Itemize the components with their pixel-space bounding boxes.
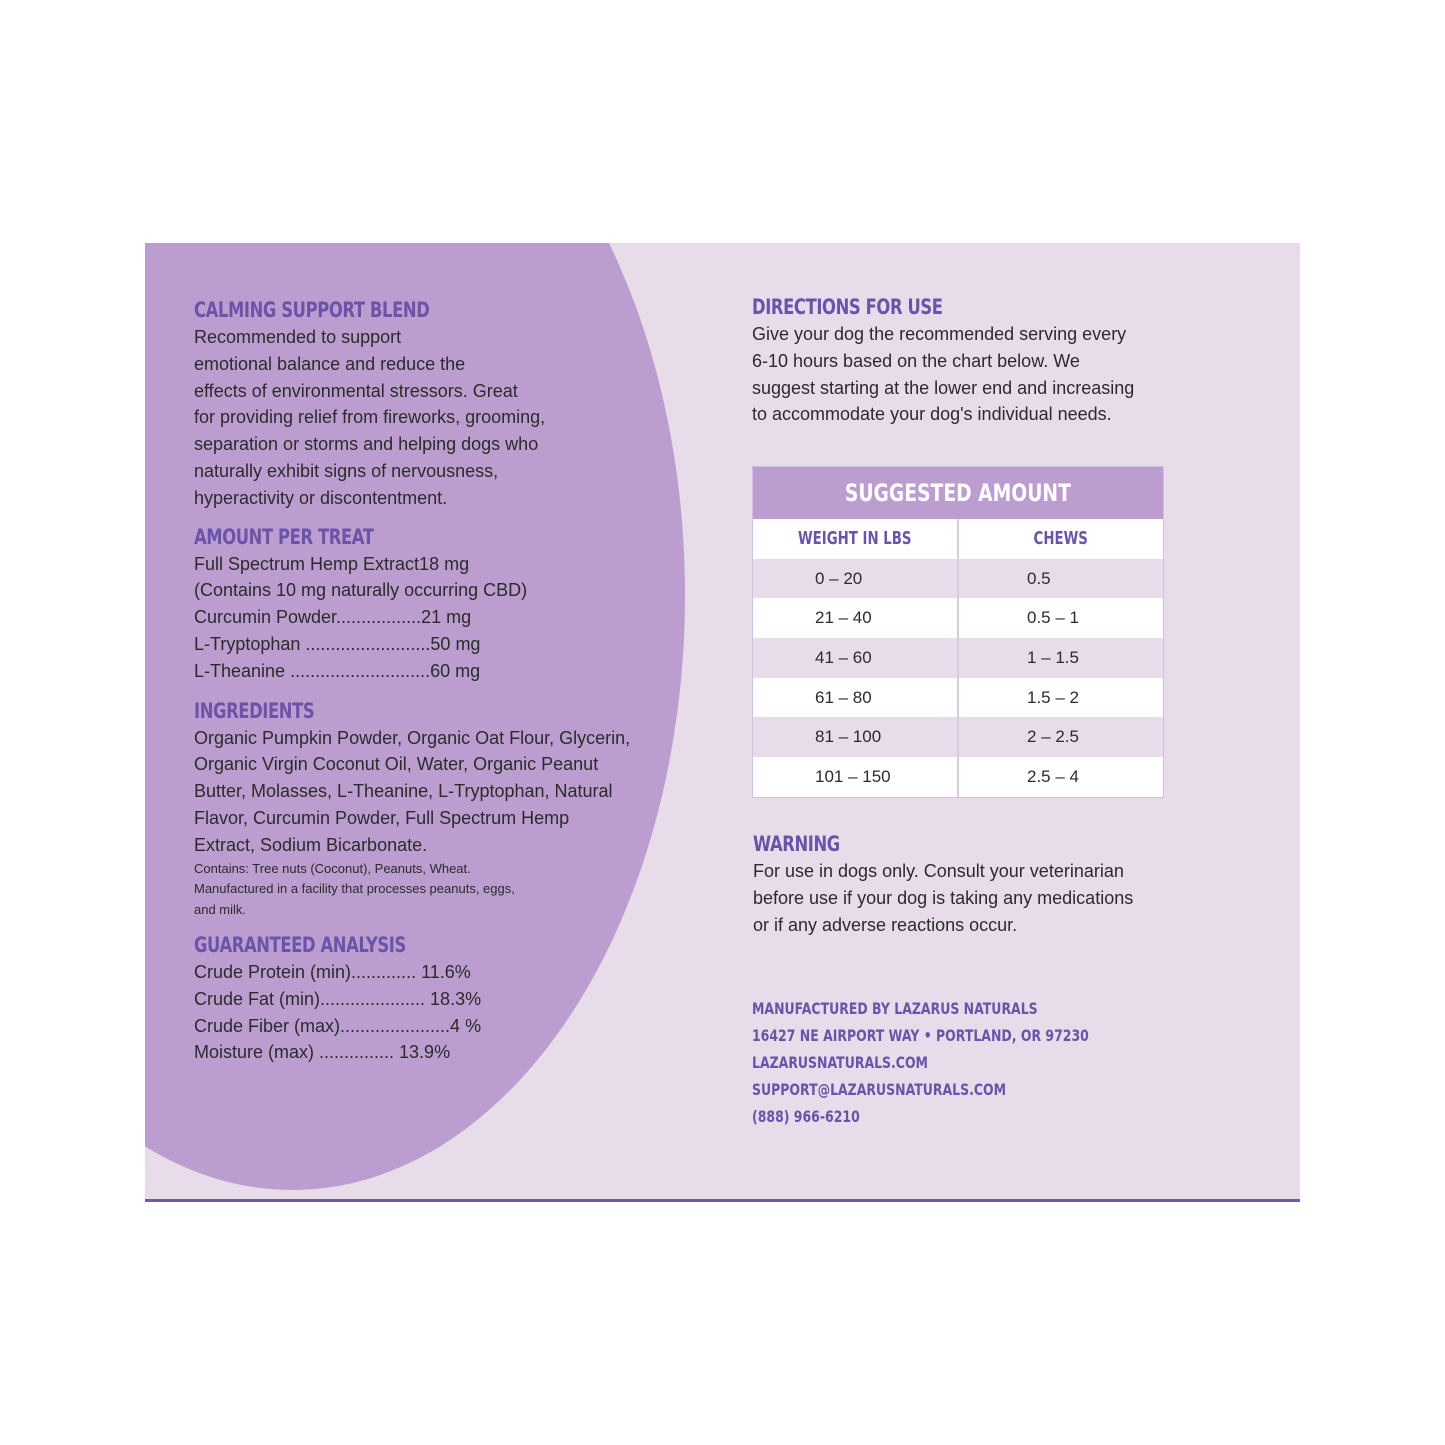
ingredient-line: Organic Pumpkin Powder, Organic Oat Flour, Glycerin, xyxy=(194,727,631,748)
text-line: Recommended to support xyxy=(194,327,402,347)
table-row xyxy=(753,638,1163,678)
allergen-line: Contains: Tree nuts (Coconut), Peanuts, Wheat. xyxy=(194,860,471,876)
analysis-heading: GUARANTEED ANALYSIS xyxy=(194,933,406,958)
allergen-line: Manufactured in a facility that processes peanuts, eggs, xyxy=(194,881,515,897)
text-line: Give your dog the recommended serving every xyxy=(752,324,1127,344)
warning-section xyxy=(753,830,1173,938)
warning-line: before use if your dog is taking any medications xyxy=(753,887,1134,908)
amount-line: L-Tryptophan .........................50 mg xyxy=(194,633,481,654)
table-row xyxy=(753,678,1163,718)
right-column xyxy=(752,293,1172,428)
manufacturer-phone: (888) 966-6210 xyxy=(752,1107,860,1126)
manufacturer-info xyxy=(752,995,1184,1130)
table-header-row xyxy=(753,519,1163,559)
table-row xyxy=(753,757,1163,797)
col-weight-header: WEIGHT IN LBS xyxy=(798,528,912,550)
text-line: naturally exhibit signs of nervousness, xyxy=(194,460,499,481)
directions-text xyxy=(752,321,1172,428)
manufacturer-name: MANUFACTURED BY LAZARUS NATURALS xyxy=(752,999,1038,1018)
analysis-line: Moisture (max) ............... 13.9% xyxy=(194,1042,451,1063)
weight-cell: 41 – 60 xyxy=(753,638,959,678)
table-row xyxy=(753,559,1163,599)
bottom-rule xyxy=(145,1199,1300,1202)
text-line: suggest starting at the lower end and increasing xyxy=(752,377,1135,398)
table-title-text: SUGGESTED AMOUNT xyxy=(845,479,1071,507)
header-cell xyxy=(753,519,959,559)
analysis-line: Crude Fat (min)..................... 18.3% xyxy=(194,988,482,1009)
weight-cell: 61 – 80 xyxy=(753,678,959,718)
weight-cell: 101 – 150 xyxy=(753,757,959,797)
table-row xyxy=(753,598,1163,638)
amount-line: (Contains 10 mg naturally occurring CBD) xyxy=(194,580,528,601)
ingredient-line: Flavor, Curcumin Powder, Full Spectrum Hemp xyxy=(194,807,570,828)
manufacturer-website: LAZARUSNATURALS.COM xyxy=(752,1053,928,1072)
warning-line: or if any adverse reactions occur. xyxy=(753,914,1018,935)
directions-heading: DIRECTIONS FOR USE xyxy=(752,295,943,319)
suggested-amount-table xyxy=(752,466,1164,798)
amount-line: Curcumin Powder.................21 mg xyxy=(194,607,472,628)
text-line: to accommodate your dog's individual needs. xyxy=(752,404,1112,425)
weight-cell: 0 – 20 xyxy=(753,559,959,599)
ingredient-line: Organic Virgin Coconut Oil, Water, Organic Peanut xyxy=(194,754,599,775)
col-chews-header: CHEWS xyxy=(1033,528,1089,550)
text-line: 6-10 hours based on the chart below. We xyxy=(752,350,1080,371)
chews-cell: 0.5 xyxy=(1027,568,1051,588)
analysis-line: Crude Protein (min)............. 11.6% xyxy=(194,962,471,983)
text-line: emotional balance and reduce the xyxy=(194,353,466,374)
weight-cell: 21 – 40 xyxy=(753,598,959,638)
ingredient-line: Butter, Molasses, L-Theanine, L-Tryptophan, Natural xyxy=(194,781,613,802)
text-line: effects of environmental stressors. Great xyxy=(194,380,518,401)
text-line: for providing relief from fireworks, grooming, xyxy=(194,407,546,428)
left-column xyxy=(194,296,664,1066)
calming-text xyxy=(194,324,664,512)
header-cell xyxy=(959,519,1163,559)
chews-cell: 2 – 2.5 xyxy=(1027,727,1079,747)
manufacturer-email: SUPPORT@LAZARUSNATURALS.COM xyxy=(752,1080,1007,1099)
amount-list xyxy=(194,551,664,685)
ingredient-line: Extract, Sodium Bicarbonate. xyxy=(194,834,428,855)
analysis-line: Crude Fiber (max)......................4 % xyxy=(194,1015,482,1036)
calming-heading: CALMING SUPPORT BLEND xyxy=(194,298,430,322)
ingredients-text xyxy=(194,725,664,920)
chews-cell: 1 – 1.5 xyxy=(1027,647,1079,667)
text-line: separation or storms and helping dogs who xyxy=(194,434,539,455)
chews-cell: 2.5 – 4 xyxy=(1027,766,1079,786)
text-line: hyperactivity or discontentment. xyxy=(194,487,448,508)
table-row xyxy=(753,717,1163,757)
chews-cell: 1.5 – 2 xyxy=(1027,687,1079,707)
manufacturer-address: 16427 NE AIRPORT WAY • PORTLAND, OR 97230 xyxy=(752,1026,1089,1045)
allergen-line: and milk. xyxy=(194,901,247,917)
ingredients-heading: INGREDIENTS xyxy=(194,698,315,723)
warning-heading: WARNING xyxy=(753,832,840,856)
analysis-list xyxy=(194,959,664,1066)
chews-cell: 0.5 – 1 xyxy=(1027,608,1079,628)
amount-line: Full Spectrum Hemp Extract18 mg xyxy=(194,553,470,574)
warning-line: For use in dogs only. Consult your veterinarian xyxy=(753,861,1124,881)
table-title xyxy=(753,467,1163,519)
amount-line: L-Theanine ............................60 mg xyxy=(194,660,481,681)
amount-heading: AMOUNT PER TREAT xyxy=(194,524,374,549)
weight-cell: 81 – 100 xyxy=(753,717,959,757)
